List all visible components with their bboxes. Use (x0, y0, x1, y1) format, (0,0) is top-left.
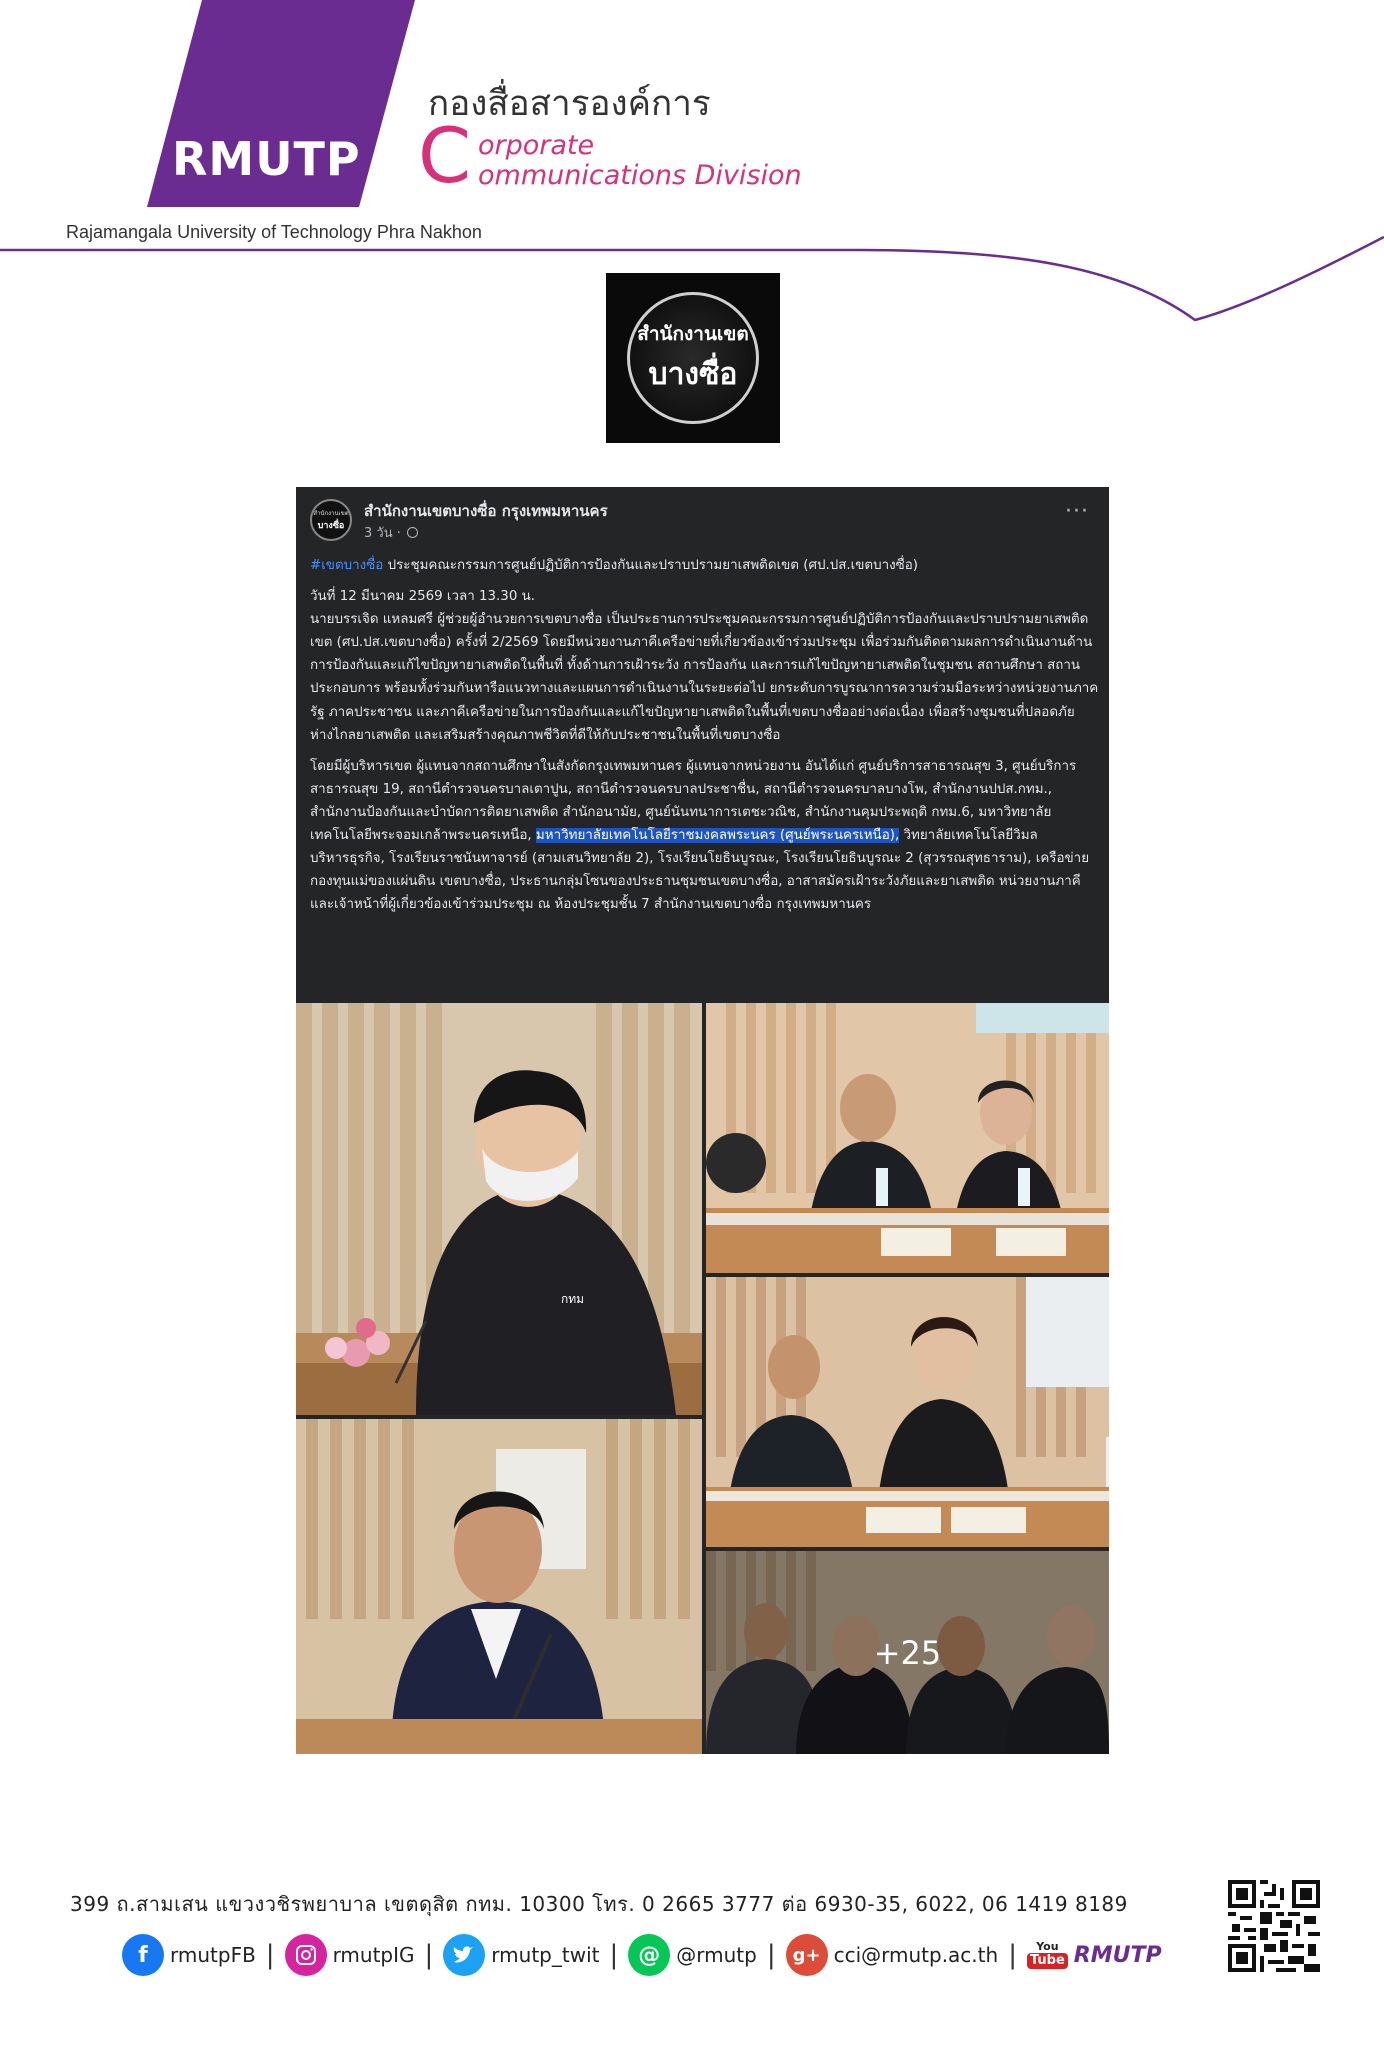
email-link[interactable] (786, 1934, 999, 1976)
footer-address: 399 ถ.สามเสน แขวงวชิรพยาบาล เขตดุสิต กทม. 10300 โทร. 0 2665 3777 ต่อ 6930-35, 6022, 06 1419 8189 (70, 1892, 1128, 1916)
google-plus-icon: g+ (786, 1934, 828, 1976)
division-english-line1: orporate (478, 130, 595, 161)
separator: | (424, 1940, 434, 1970)
more-photos-overlay[interactable]: +25 (706, 1551, 1109, 1754)
post-timestamp[interactable] (364, 522, 418, 543)
rmutp-logo-text: RMUTP (172, 132, 361, 186)
post-text (310, 554, 1100, 924)
headline-text: ประชุมคณะกรรมการศูนย์ปฏิบัติการป้องกันและปราบปรามยาเสพติดเขต (ศป.ปส.เขตบางซื่อ) (383, 558, 919, 573)
post-headline (310, 554, 1100, 577)
separator: | (1008, 1940, 1017, 1970)
paragraph2-text-after: วิทยาลัยเทคโนโลยีวิมลบริหารธุรกิจ, โรงเรียนราชนันทาจารย์ (สามเสนวิทยาลัย 2), โรงเรียนโยธินบูรณะ, โรงเรียนโยธินบูรณะ 2 (สุวรรณสุทธาราม), เครือข่ายกองทุนแม่ของแผ่นดิน เขตบางซื่อ, ประธานกลุ่มโซนของประธานชุมชนเขตบางซื่อ, อาสาสมัครเฝ้าระวังภัยและยาเสพติด หน่วยงานภาคี และเจ้าหน้าที่ผู้เกี่ยวข้องเข้าร่วมประชุม ณ ห้องประชุมชั้น 7 สำนักงานเขตบางซื่อ กรุงเทพมหานคร (310, 828, 1090, 913)
post-photo-5[interactable] (706, 1551, 1109, 1754)
post-photo-1[interactable] (296, 1003, 702, 1415)
separator: | (609, 1940, 619, 1970)
twitter-link[interactable] (443, 1934, 599, 1976)
youtube-icon (1027, 1941, 1068, 1969)
badge-line2: บางซื่อ (648, 356, 738, 392)
social-links (122, 1930, 1162, 1980)
instagram-icon (285, 1934, 327, 1976)
division-thai-name: กองสื่อสารองค์การ (428, 84, 711, 124)
facebook-link[interactable] (122, 1934, 256, 1976)
globe-icon (407, 527, 418, 538)
post-photo-grid (296, 1003, 1109, 1754)
post-photo-2[interactable] (706, 1003, 1109, 1273)
svg-text:กทม: กทม (561, 1292, 585, 1306)
hashtag-link[interactable]: #เขตบางซื่อ (310, 558, 384, 573)
line-at-icon: @ (628, 1934, 670, 1976)
highlighted-university: มหาวิทยาลัยเทคโนโลยีราชมงคลพระนคร (ศูนย์พระนครเหนือ), (535, 828, 900, 844)
youtube-channel: RMUTP (1073, 1942, 1162, 1968)
page-avatar[interactable] (310, 499, 352, 541)
post-paragraph-2 (310, 755, 1100, 917)
division-english-line2: ommunications Division (478, 160, 802, 191)
district-office-badge (606, 273, 780, 443)
avatar-line2: บางซื่อ (317, 521, 345, 531)
university-name: Rajamangala University of Technology Phra Nakhon (66, 222, 482, 242)
paragraph2-text-before: โดยมีผู้บริหารเขต ผู้แทนจากสถานศึกษาในสังกัดกรุงเทพมหานคร ผู้แทนจากหน่วยงาน อันได้แก่ ศูนย์บริการสาธารณสุข 3, ศูนย์บริการสาธารณสุข 19, สถานีตำรวจนครบาลเตาปูน, สถานีตำรวจนครบาลประชาชื่น, สถานีตำรวจนครบาลบางโพ, สำนักงานปปส.กทม., สำนักงานป้องกันและบำบัดการติดยาเสพติด สำนักอนามัย, ศูนย์นันทนาการเตชะวณิช, สำนักงานคุมประพฤติ กทม.6, มหาวิทยาลัยเทคโนโลยีพระจอมเกล้าพระนครเหนือ, (310, 758, 1077, 844)
avatar-line1: สำนักงานเขต (313, 510, 349, 517)
twitter-icon (443, 1934, 485, 1976)
badge-line1: สำนักงานเขต (637, 322, 749, 345)
youtube-icon-you: You (1036, 1940, 1059, 1953)
facebook-icon: f (122, 1934, 164, 1976)
line-link[interactable] (628, 1934, 757, 1976)
more-options-icon[interactable]: ··· (1065, 499, 1089, 524)
separator: | (766, 1940, 776, 1970)
email-address: cci@rmutp.ac.th (833, 1943, 999, 1967)
line-handle: @rmutp (676, 1943, 757, 1967)
separator: | (265, 1940, 275, 1970)
date-line: วันที่ 12 มีนาคม 2569 เวลา 13.30 น. (310, 589, 536, 605)
post-photo-4[interactable] (296, 1419, 702, 1754)
youtube-link[interactable] (1027, 1941, 1162, 1969)
post-photo-3[interactable] (706, 1277, 1109, 1547)
division-logo-letter: C (418, 111, 472, 200)
page-name-link[interactable]: สำนักงานเขตบางซื่อ กรุงเทพมหานคร (364, 502, 608, 520)
district-seal (627, 292, 759, 424)
youtube-icon-tube: Tube (1027, 1953, 1068, 1969)
instagram-handle: rmutpIG (332, 1943, 415, 1967)
instagram-link[interactable] (285, 1934, 415, 1976)
paragraph1-text: นายบรรเจิด แหลมศรี ผู้ช่วยผู้อำนวยการเขตบางซื่อ เป็นประธานการประชุมคณะกรรมการศูนย์ปฏิบัติการป้องกันและปราบปรามยาเสพติดเขต (ศป.ปส.เขตบางซื่อ) ครั้งที่ 2/2569 โดยมีหน่วยงานภาคีเครือข่ายที่เกี่ยวข้องเข้าร่วมประชุม เพื่อร่วมกันติดตามผลการดำเนินงานด้านการป้องกันและแก้ไขปัญหายาเสพติดในพื้นที่ ทั้งด้านการเฝ้าระวัง การป้องกัน และการแก้ไขปัญหายาเสพติดในชุมชน สถานศึกษา สถานประกอบการ พร้อมทั้งร่วมกันหารือแนวทางและแผนการดำเนินงานในระยะต่อไป ยกระดับการบูรณาการความร่วมมือระหว่างหน่วยงานภาครัฐ ภาคประชาชน และภาคีเครือข่ายในการป้องกันและแก้ไขปัญหายาเสพติดในพื้นที่เขตบางซื่ออย่างต่อเนื่อง เพื่อสร้างชุมชนที่ปลอดภัย ห่างไกลยาเสพติด และเสริมสร้างคุณภาพชีวิตที่ดีให้กับประชาชนในพื้นที่เขตบางซื่อ (310, 612, 1099, 743)
facebook-post (296, 487, 1109, 1754)
facebook-handle: rmutpFB (170, 1943, 256, 1967)
twitter-handle: rmutp_twit (491, 1943, 600, 1967)
post-header (296, 487, 1109, 547)
post-paragraph-1 (310, 585, 1100, 747)
post-time-text: 3 วัน · (364, 526, 401, 541)
qr-code[interactable] (1228, 1880, 1320, 1972)
